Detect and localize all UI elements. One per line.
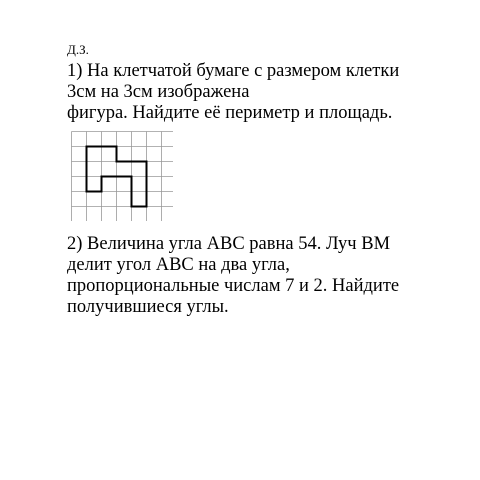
task-2-line: получившиеся углы. xyxy=(67,297,229,317)
task-2 xyxy=(67,234,399,318)
grid-figure xyxy=(71,131,173,221)
task-2-line: пропорциональные числам 7 и 2. Найдите xyxy=(67,276,400,296)
task-2-line: 2) Величина угла ABC равна 54. Луч BM xyxy=(67,234,391,254)
task-1-line: 1) На клетчатой бумаге с размером клетки xyxy=(67,61,400,81)
task-1-line: фигура. Найдите её периметр и площадь. xyxy=(67,103,393,123)
task-1-line: 3см на 3см изображена xyxy=(67,82,250,102)
task-2-line: делит угол ABC на два угла, xyxy=(67,255,290,275)
task-1 xyxy=(67,61,399,124)
homework-label: Д.З. xyxy=(67,42,89,57)
